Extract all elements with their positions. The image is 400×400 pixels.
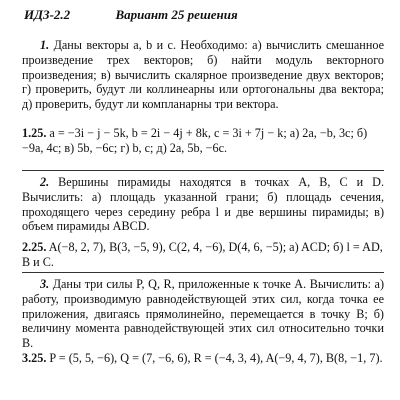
problem-1-number: 1.: [40, 38, 50, 52]
problem-3-variant-text: P = (5, 5, −6), Q = (7, −6, 6), R = (−4, 3, 4), A(−9, 4, 7), B(8, −1, 7).: [49, 351, 383, 365]
problem-2-statement: [22, 175, 384, 234]
document-header: [24, 7, 238, 23]
problem-3-variant-data: [22, 351, 386, 366]
problem-2-variant-text: A(−8, 2, 7), B(3, −5, 9), C(2, 4, −6), D(4, 6, −5); а) ACD; б) l = AD, B и C.: [22, 240, 383, 269]
section-divider: [22, 170, 384, 171]
problem-1-variant-data: [22, 126, 386, 156]
problem-3-statement: [22, 277, 384, 351]
document-title: ИДЗ-2.2: [24, 7, 71, 22]
problem-3-number: 3.: [40, 277, 50, 291]
problem-1-text: Даны векторы a, b и c. Необходимо: а) вычислить смешанное произведение трех векторов; б) найти модуль векторного произведения; в) вычислить скалярное произведение двух векторов; г) проверить, будут ли коллинеарны или ортогональны два вектора; д) проверить, будут ли компланарны три вектора.: [22, 38, 384, 112]
problem-3-text: Даны три силы P, Q, R, приложенные к точке A. Вычислить: а) работу, производимую равнодействующей этих сил, когда точка ее приложения, двигаясь прямолинейно, перемещается в точку B; б) величину момента равнодействующей этих сил относительно точки B.: [22, 277, 384, 351]
problem-3-variant-label: 3.25.: [22, 351, 47, 365]
problem-2-variant-label: 2.25.: [22, 240, 47, 254]
problem-2-variant-data: [22, 240, 386, 270]
problem-1-statement: [22, 38, 384, 112]
section-divider: [22, 272, 384, 273]
variant-label: Вариант 25 решения: [115, 7, 238, 22]
problem-2-text: Вершины пирамиды находятся в точках A, B, C и D. Вычислить: а) площадь указанной грани; б) площадь сечения, проходящего через середину ребра l и две вершины пирамиды; в) объем пирамиды ABCD.: [22, 175, 384, 234]
problem-1-variant-text: a = −3i − j − 5k, b = 2i − 4j + 8k, c = 3i + 7j − k; а) 2a, −b, 3c; б) −9a, 4c; в) 5b, −6c; г) b, c; д) 2a, 5b, −6c.: [22, 126, 368, 155]
problem-2-number: 2.: [40, 175, 50, 189]
problem-1-variant-label: 1.25.: [22, 126, 47, 140]
